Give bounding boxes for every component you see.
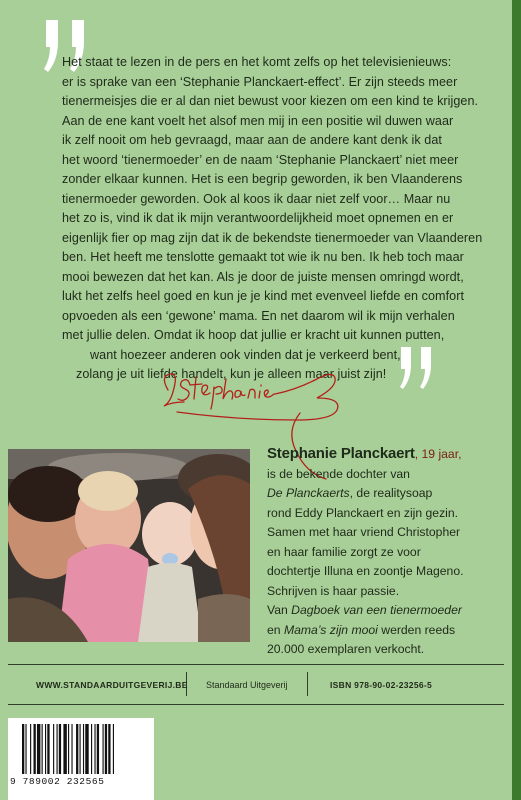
- author-age: , 19 jaar,: [414, 447, 462, 461]
- isbn: ISBN 978-90-02-23256-5: [330, 680, 433, 690]
- bio-line: is de bekende dochter van: [267, 466, 410, 481]
- bio-line: 20.000 exemplaren verkocht.: [267, 642, 425, 656]
- bio-line: Samen met haar vriend Christopher: [267, 525, 461, 539]
- barcode-bars: [8, 724, 154, 784]
- blurb-line: zonder elkaar kunnen. Het is een begrip geworden, ik ben Vlaanderens: [62, 172, 463, 186]
- close-quote-icon: [397, 345, 441, 393]
- bio-line: en Mama’s zijn mooi werden reeds: [267, 622, 456, 637]
- blurb-line: tienermeisjes die er al dan niet bewust voor kiezen om een kind te krijgen.: [62, 94, 479, 108]
- bio-line: Schrijven is haar passie.: [267, 583, 400, 598]
- blurb-line: tienermoeder geworden. Ook al koos ik daar niet zelf voor… Maar nu: [62, 191, 451, 206]
- bio-line: De Planckaerts, de realitysoap: [267, 486, 433, 500]
- footer-bottom-rule: [8, 704, 504, 705]
- bio-line: dochtertje Illuna en zoontje Mageno.: [267, 564, 464, 578]
- blurb-line: het woord ‘tienermoeder’ en de naam ‘Stephanie Planckaert’ niet meer: [62, 152, 459, 167]
- bio-line: Van Dagboek van een tienermoeder: [267, 603, 462, 617]
- blurb-line: want hoezeer anderen ook vinden dat je verkeerd bent,: [90, 347, 401, 362]
- blurb-line: opvoeden als een ‘gewone’ mama. En net daarom wil ik mijn verhalen: [62, 308, 455, 323]
- blurb-line: ben. Het heeft me tenslotte gemaakt tot wie ik nu ben. Ik heb toch maar: [62, 250, 464, 264]
- family-photo: [8, 449, 250, 642]
- blurb-line: het zo is, vind ik dat ik mijn verantwoordelijkheid moet opnemen en er: [62, 211, 454, 225]
- book-title: Dagboek van een tienermoeder: [291, 603, 462, 617]
- show-title: De Planckaerts: [267, 486, 350, 500]
- quote-blurb: [62, 53, 483, 385]
- bio-line: rond Eddy Planckaert en zijn gezin.: [267, 505, 459, 520]
- spine-edge: [512, 0, 521, 800]
- blurb-line: met jullie delen. Omdat ik hoop dat jullie er kracht uit kunnen putten,: [62, 328, 445, 342]
- blurb-line: mooi bewezen dat het kan. Als je door de juiste mensen omringd wordt,: [62, 269, 464, 284]
- blurb-line: er is sprake van een ‘Stephanie Planckaert-effect’. Er zijn steeds meer: [62, 74, 458, 89]
- publisher-website: WWW.STANDAARDUITGEVERIJ.BE: [36, 680, 188, 690]
- publisher-name: Standaard Uitgeverij: [206, 680, 288, 690]
- footer-divider: [307, 672, 308, 696]
- book-title: Mama’s zijn mooi: [283, 622, 378, 637]
- barcode: [8, 718, 154, 800]
- author-name: Stephanie Planckaert: [267, 445, 415, 462]
- blurb-line: ik zelf nooit om heb gevraagd, maar aan de andere kant denk ik dat: [62, 133, 442, 147]
- blurb-line: Aan de ene kant voelt het alsof men mij in een positie wil duwen waar: [62, 113, 454, 128]
- barcode-digits: 9 789002 232565: [10, 776, 105, 787]
- author-bio: [267, 444, 507, 660]
- blurb-line: zolang je uit liefde handelt, kun je alleen maar juist zijn!: [76, 367, 387, 381]
- blurb-line: eigenlijk fier op mag zijn dat ik de bekendste tienermoeder van Vlaanderen: [62, 230, 483, 245]
- blurb-line: lukt het zelfs heel goed en kun je je kind met evenveel liefde en comfort: [62, 289, 464, 303]
- footer-top-rule: [8, 664, 504, 665]
- bio-line: en haar familie zorgt ze voor: [267, 544, 421, 559]
- blurb-line: Het staat te lezen in de pers en het komt zelfs op het televisienieuws:: [62, 55, 452, 69]
